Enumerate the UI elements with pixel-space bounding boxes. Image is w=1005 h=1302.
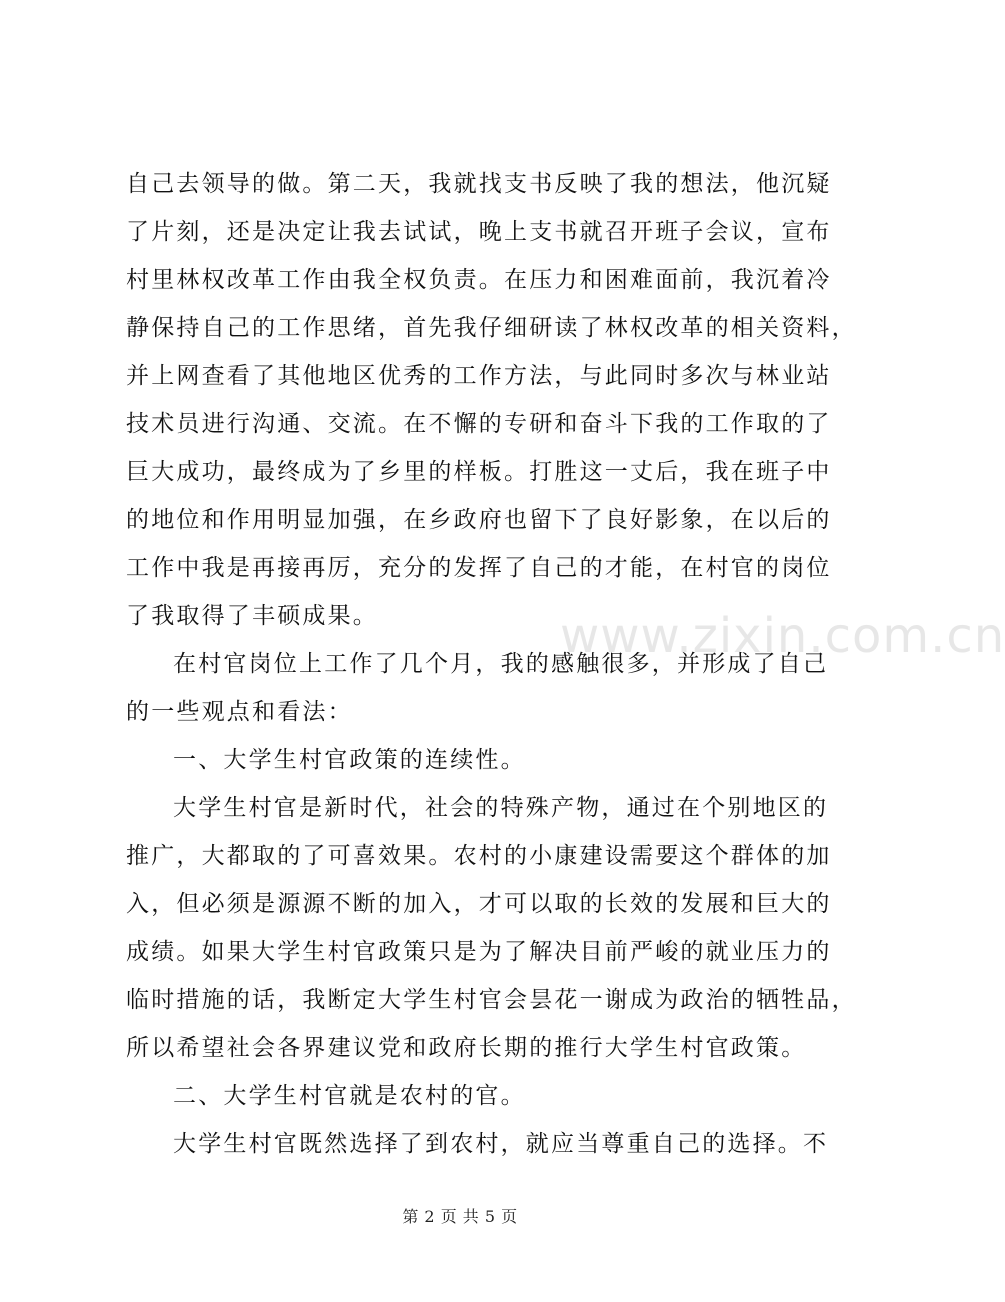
paragraph-first-line: 在村官岗位上工作了几个月，我的感触很多，并形成了自己: [173, 651, 829, 677]
paragraph-first-line: 大学生村官是新时代，社会的特殊产物，通过在个别地区的: [173, 795, 829, 821]
text-line: 临时措施的话，我断定大学生村官会昙花一谢成为政治的牺牲品，: [126, 987, 857, 1013]
text-line: 村里林权改革工作由我全权负责。在压力和困难面前，我沉着冷: [126, 267, 832, 293]
page-footer: 第 2 页 共 5 页: [402, 1207, 518, 1226]
text-line: 所以希望社会各界建议党和政府长期的推行大学生村官政策。: [126, 1035, 807, 1061]
section-heading: 一、大学生村官政策的连续性。: [173, 747, 526, 773]
text-line: 自己去领导的做。第二天，我就找支书反映了我的想法，他沉疑: [126, 171, 832, 197]
text-line: 成绩。如果大学生村官政策只是为了解决目前严峻的就业压力的: [126, 939, 832, 965]
text-line: 工作中我是再接再厉，充分的发挥了自己的才能，在村官的岗位: [126, 555, 832, 581]
text-line: 的一些观点和看法：: [126, 699, 353, 725]
paragraph-first-line: 大学生村官既然选择了到农村，就应当尊重自己的选择。不: [173, 1131, 829, 1157]
text-line: 的地位和作用明显加强，在乡政府也留下了良好影象，在以后的: [126, 507, 832, 533]
text-line: 并上网查看了其他地区优秀的工作方法，与此同时多次与林业站: [126, 363, 832, 389]
section-heading: 二、大学生村官就是农村的官。: [173, 1083, 526, 1109]
watermark: www.zixin.com.cn: [560, 608, 1005, 664]
text-line: 了片刻，还是决定让我去试试，晚上支书就召开班子会议，宣布: [126, 219, 832, 245]
text-line: 入，但必须是源源不断的加入，才可以取的长效的发展和巨大的: [126, 891, 832, 917]
text-line: 了我取得了丰硕成果。: [126, 603, 378, 629]
text-line: 静保持自己的工作思绪，首先我仔细研读了林权改革的相关资料，: [126, 315, 857, 341]
text-line: 巨大成功，最终成为了乡里的样板。打胜这一丈后，我在班子中: [126, 459, 832, 485]
text-line: 技术员进行沟通、交流。在不懈的专研和奋斗下我的工作取的了: [126, 411, 832, 437]
text-line: 推广，大都取的了可喜效果。农村的小康建设需要这个群体的加: [126, 843, 832, 869]
